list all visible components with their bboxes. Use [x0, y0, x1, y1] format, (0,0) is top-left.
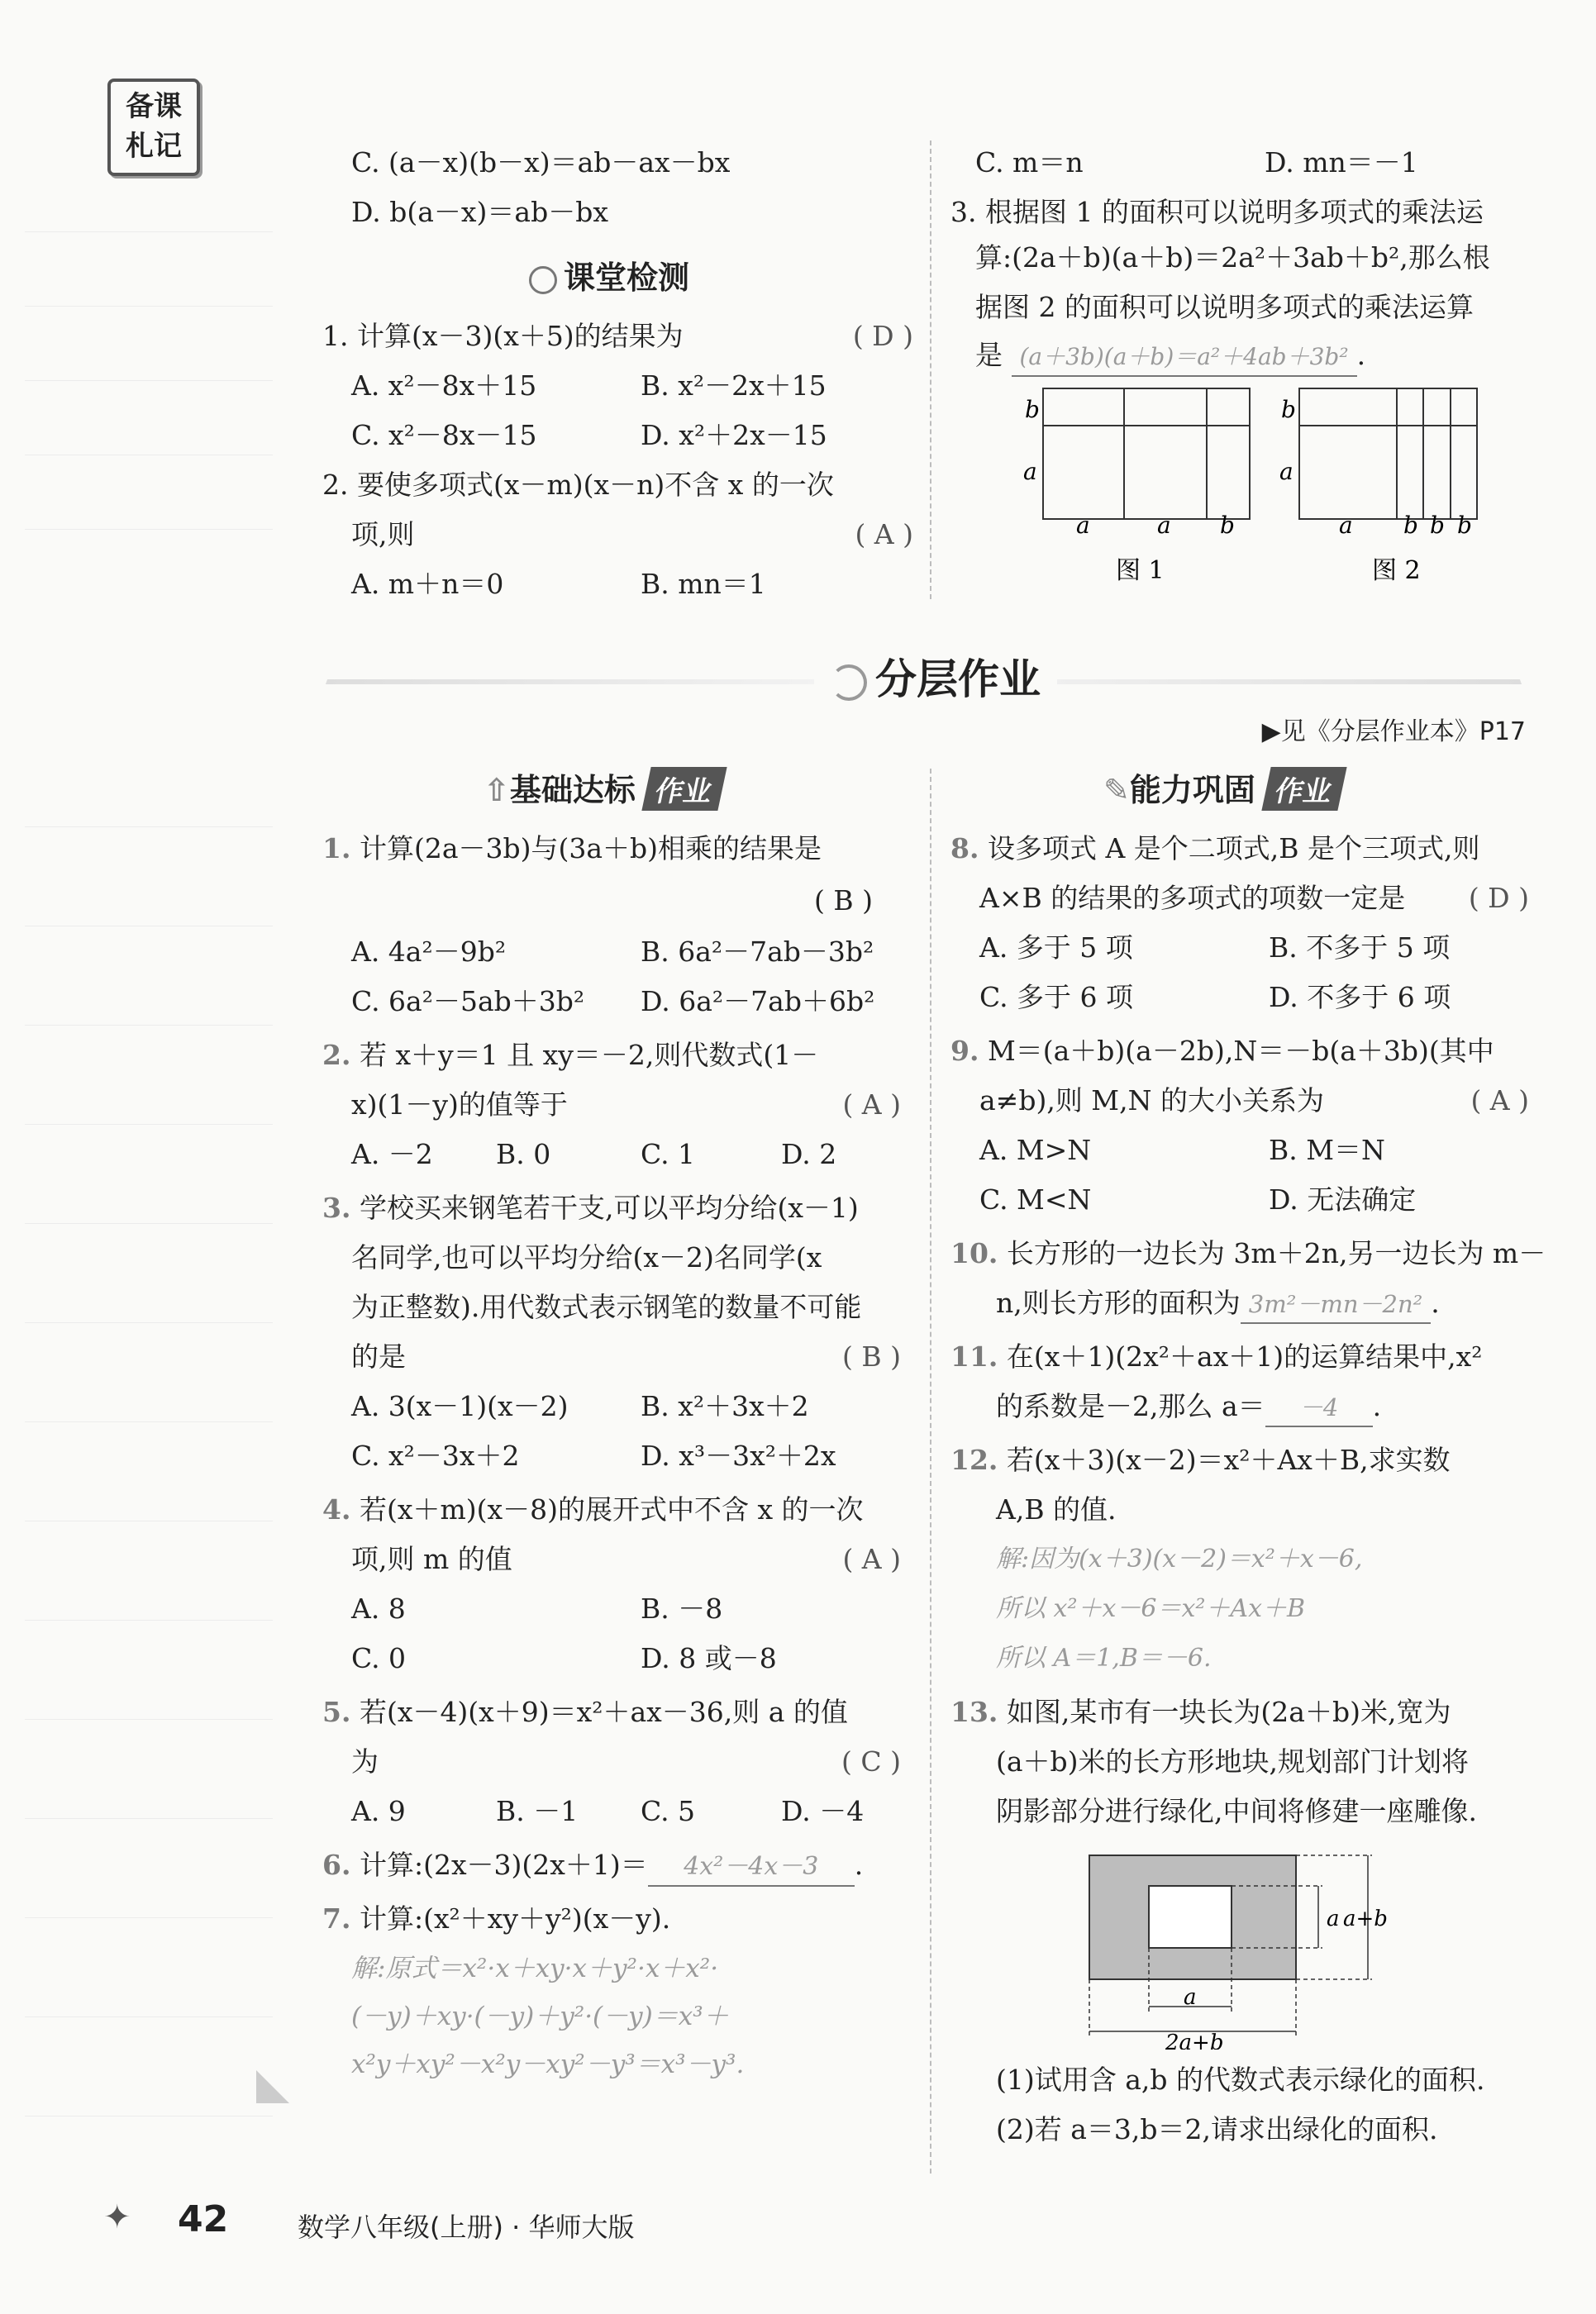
- ability-q13-sub1: (1)试用含 a,b 的代数式表示绿化的面积.: [996, 2064, 1485, 2096]
- top-option-d: D. b(a－x)＝ab－bx: [351, 196, 608, 228]
- ability-q12-num: 12.: [950, 1444, 998, 1476]
- basic-q3-c: C. x²－3x＋2: [351, 1440, 520, 1472]
- basic-q3-line4-text: 的是: [351, 1340, 406, 1373]
- check-q2-answer: ( A ): [855, 518, 913, 550]
- basic-q1-a: A. 4a²－9b²: [351, 936, 507, 968]
- basic-q2-line2: [351, 1087, 901, 1123]
- ability-q9-a: A. M>N: [979, 1134, 1092, 1166]
- corner-decoration: [256, 2070, 289, 2103]
- basic-q4-c: C. 0: [351, 1642, 407, 1674]
- basic-q5-d: D. －4: [781, 1795, 865, 1827]
- basic-q4-answer: ( A ): [842, 1543, 901, 1575]
- homework-ref: [1262, 711, 1526, 747]
- ability-q8-a: A. 多于 5 项: [979, 931, 1133, 964]
- fig2-caption: 图 2: [1372, 556, 1421, 585]
- ability-q12-sol1: 解:因为(x＋3)(x－2)＝x²＋x－6,: [996, 1545, 1363, 1574]
- check-q2-b: B. mn＝1: [641, 568, 766, 600]
- ability-q8-line1-text: 设多项式 A 是个二项式,B 是个三项式,则: [987, 832, 1480, 864]
- arrow-up-icon: ⇧: [484, 772, 510, 808]
- ability-q8-num: 8.: [950, 832, 979, 864]
- basic-q2-line2-text: x)(1－y)的值等于: [351, 1088, 568, 1121]
- basic-q2-c: C. 1: [641, 1138, 696, 1170]
- check-q1-c: C. x²－8x－15: [351, 419, 537, 451]
- basic-q2-b: B. 0: [496, 1138, 551, 1170]
- basic-q3-num: 3.: [322, 1192, 351, 1224]
- basic-q7-sol3: x²y＋xy²－x²y－xy²－y³＝x³－y³.: [351, 2050, 745, 2079]
- fig1-bottom-a1: a: [1076, 512, 1090, 539]
- basic-q4-d: D. 8 或－8: [641, 1642, 777, 1674]
- check-q3-suffix: .: [1356, 339, 1366, 371]
- ability-q10-blank: 3m²－mn－2n²: [1241, 1286, 1432, 1324]
- basic-q3-line1-text: 学校买来钢笔若干支,可以平均分给(x－1): [359, 1192, 859, 1224]
- basic-q4-line1: [322, 1492, 864, 1528]
- basic-q3-line2: 名同学,也可以平均分给(x－2)名同学(x: [351, 1241, 822, 1274]
- basic-q4-line1-text: 若(x＋m)(x－8)的展开式中不含 x 的一次: [359, 1493, 864, 1526]
- fig1-bottom-a2: a: [1157, 512, 1171, 539]
- check-q2-line2-text: 项,则: [351, 518, 415, 550]
- homework-ref-text: 见《分层作业本》P17: [1280, 717, 1526, 746]
- basic-q5-line1-text: 若(x－4)(x＋9)＝x²＋ax－36,则 a 的值: [359, 1696, 848, 1728]
- basic-q7: [322, 1901, 670, 1937]
- basic-q6-blank: 4x²－4x－3: [648, 1849, 855, 1887]
- basic-q3-line4: [351, 1339, 901, 1375]
- margin-note-line1: 备课: [126, 90, 182, 123]
- ability-q9-d: D. 无法确定: [1269, 1183, 1417, 1216]
- basic-q3-d: D. x³－3x²＋2x: [641, 1440, 836, 1472]
- ability-tag: 作业: [1261, 767, 1346, 811]
- basic-q3-b: B. x²＋3x＋2: [641, 1390, 809, 1422]
- ability-q13-num: 13.: [950, 1696, 998, 1728]
- ability-q11-line1-text: 在(x＋1)(2x²＋ax＋1)的运算结果中,x²: [1006, 1340, 1483, 1373]
- fig2-left-a: a: [1279, 458, 1293, 485]
- basic-q5-line2-text: 为: [351, 1745, 379, 1778]
- basic-q5-a: A. 9: [351, 1795, 406, 1827]
- ability-q9-c: C. M<N: [979, 1183, 1092, 1216]
- q13-label-a: a: [1327, 1907, 1340, 1931]
- basic-q1-d: D. 6a²－7ab＋6b²: [641, 985, 875, 1017]
- fig2-bottom-a: a: [1339, 512, 1353, 539]
- basic-q4-a: A. 8: [351, 1593, 406, 1625]
- check-q2-line1: 2. 要使多项式(x－m)(x－n)不含 x 的一次: [322, 469, 834, 501]
- check-q1-text: 1. 计算(x－3)(x＋5)的结果为: [322, 320, 684, 352]
- basic-q1: [322, 831, 822, 867]
- ability-q11-blank: －4: [1265, 1389, 1373, 1427]
- ability-section-title: [1103, 764, 1342, 811]
- fig1-bottom-b: b: [1220, 512, 1235, 539]
- basic-q2-line1-text: 若 x＋y＝1 且 xy＝－2,则代数式(1－: [359, 1039, 819, 1071]
- ability-q10-num: 10.: [950, 1237, 998, 1269]
- top-option-c: C. (a－x)(b－x)＝ab－ax－bx: [351, 146, 731, 179]
- homework-title: [814, 646, 1057, 706]
- check-q3-line1: 3. 根据图 1 的面积可以说明多项式的乘法运: [950, 196, 1484, 228]
- homework-rule-left: [326, 679, 823, 684]
- ability-q9-line1: [950, 1033, 1494, 1069]
- ability-q13-sub2: (2)若 a＝3,b＝2,请求出绿化的面积.: [996, 2113, 1438, 2145]
- fig2-bottom-b2: b: [1430, 512, 1445, 539]
- ability-q12-line1-text: 若(x＋3)(x－2)＝x²＋Ax＋B,求实数: [1006, 1444, 1451, 1476]
- basic-q7-num: 7.: [322, 1902, 351, 1935]
- figure-1-2: [1008, 380, 1504, 603]
- basic-q2-d: D. 2: [781, 1138, 837, 1170]
- basic-title-text: 基础达标: [509, 772, 636, 808]
- figure-1: [1043, 388, 1250, 519]
- ability-q10-suffix: .: [1431, 1287, 1440, 1319]
- fig1-left-b: b: [1025, 396, 1040, 423]
- ability-q13-line2: (a＋b)米的长方形地块,规划部门计划将: [996, 1745, 1470, 1778]
- basic-tag: 作业: [641, 767, 727, 811]
- basic-q5-line2: [351, 1744, 901, 1780]
- basic-q5-answer: ( C ): [841, 1745, 901, 1778]
- fig2-left-b: b: [1281, 396, 1296, 423]
- ability-q11-suffix: .: [1372, 1390, 1382, 1422]
- fig2-bottom-b1: b: [1403, 512, 1418, 539]
- homework-swirl-icon: [831, 664, 867, 701]
- column-divider-top: [930, 140, 931, 599]
- basic-q2-answer: ( A ): [842, 1088, 901, 1121]
- check-q3-prefix: 是: [975, 339, 1003, 371]
- check-q1-a: A. x²－8x＋15: [351, 369, 537, 402]
- basic-q7-sol2: (－y)＋xy·(－y)＋y²·(－y)＝x³＋: [351, 2002, 729, 2031]
- footer-book-title: 数学八年级(上册) · 华师大版: [298, 2212, 635, 2243]
- basic-q3-line1: [322, 1190, 859, 1226]
- ability-q10-line1: [950, 1236, 1546, 1272]
- basic-q5-line1: [322, 1694, 848, 1731]
- ability-q8-line2-text: A×B 的结果的多项式的项数一定是: [979, 882, 1406, 914]
- ability-q11-prefix: 的系数是－2,那么 a＝: [996, 1390, 1265, 1422]
- fig2-bottom-b3: b: [1457, 512, 1472, 539]
- basic-q4-line2: [351, 1541, 901, 1578]
- check-icon: [529, 266, 557, 294]
- check-q2-d: D. mn＝－1: [1265, 146, 1418, 179]
- ability-q8-b: B. 不多于 5 项: [1269, 931, 1451, 964]
- basic-q5-c: C. 5: [641, 1795, 696, 1827]
- basic-q1-answer: ( B ): [814, 884, 873, 917]
- check-q3-line2: 算:(2a＋b)(a＋b)＝2a²＋3ab＋b²,那么根: [975, 241, 1490, 274]
- ability-q9-answer: ( A ): [1470, 1084, 1529, 1117]
- check-q2-c: C. m＝n: [975, 146, 1084, 179]
- basic-q6-num: 6.: [322, 1849, 351, 1881]
- ability-q10-line1-text: 长方形的一边长为 3m＋2n,另一边长为 m－: [1006, 1237, 1546, 1269]
- homework-title-text: 分层作业: [875, 655, 1041, 703]
- ability-q11-num: 11.: [950, 1340, 998, 1373]
- pencil-icon: ✎: [1103, 772, 1130, 808]
- basic-q2-num: 2.: [322, 1039, 351, 1071]
- ability-q9-line2: [979, 1083, 1529, 1119]
- check-q3-blank: (a＋3b)(a＋b)＝a²＋4ab＋3b²: [1012, 339, 1357, 377]
- ability-q8-line1: [950, 831, 1479, 867]
- ability-q9-line2-text: a≠b),则 M,N 的大小关系为: [979, 1084, 1324, 1117]
- basic-q3-answer: ( B ): [842, 1340, 901, 1373]
- basic-q5-num: 5.: [322, 1696, 351, 1728]
- basic-q7-text: 计算:(x²＋xy＋y²)(x－y).: [359, 1902, 671, 1935]
- footer-star-icon: ✦: [103, 2198, 131, 2236]
- check-q3-line4: [975, 337, 1365, 377]
- q13-label-bottom-a: a: [1184, 1985, 1197, 2010]
- ability-q10-prefix: n,则长方形的面积为: [996, 1287, 1241, 1319]
- ability-q13-line1-text: 如图,某市有一块长为(2a＋b)米,宽为: [1006, 1696, 1451, 1728]
- q13-label-ab: a+b: [1343, 1907, 1388, 1931]
- check-q2-a: A. m＋n＝0: [351, 568, 504, 600]
- basic-q4-b: B. －8: [641, 1593, 723, 1625]
- check-q2-line2: [351, 517, 913, 553]
- ability-q13-line1: [950, 1694, 1451, 1731]
- basic-q3-a: A. 3(x－1)(x－2): [351, 1390, 569, 1422]
- basic-q6: [322, 1847, 863, 1887]
- ability-title-text: 能力巩固: [1129, 772, 1255, 808]
- ability-q9-num: 9.: [950, 1035, 979, 1067]
- fig1-left-a: a: [1023, 458, 1037, 485]
- check-q1-answer: ( D ): [852, 320, 913, 352]
- basic-q4-num: 4.: [322, 1493, 351, 1526]
- ability-q8-answer: ( D ): [1468, 882, 1529, 914]
- ability-q12-sol3: 所以 A＝1,B＝－6.: [996, 1644, 1212, 1673]
- ability-q8-d: D. 不多于 6 项: [1269, 981, 1451, 1013]
- ability-q9-b: B. M＝N: [1269, 1134, 1385, 1166]
- basic-q1-text: 计算(2a－3b)与(3a＋b)相乘的结果是: [359, 832, 822, 864]
- margin-note-line2: 札记: [126, 130, 182, 163]
- ability-q12-sol2: 所以 x²＋x－6＝x²＋Ax＋B: [996, 1594, 1306, 1623]
- classroom-check-title: [529, 252, 689, 298]
- ability-q11-line1: [950, 1339, 1482, 1375]
- ability-q12-line2: A,B 的值.: [996, 1493, 1117, 1526]
- ability-q11-line2: [996, 1388, 1381, 1427]
- column-divider-bottom: [930, 769, 931, 2174]
- basic-q6-suffix: .: [854, 1849, 864, 1881]
- basic-section-title: [484, 764, 722, 811]
- ability-q8-c: C. 多于 6 项: [979, 981, 1134, 1013]
- ability-q12-line1: [950, 1442, 1451, 1478]
- check-q3-line3: 据图 2 的面积可以说明多项式的乘法运算: [975, 291, 1474, 323]
- margin-note-box: [107, 79, 200, 176]
- basic-q7-sol1: 解:原式＝x²·x＋xy·x＋y²·x＋x²·: [351, 1954, 719, 1983]
- classroom-check-title-text: 课堂检测: [564, 259, 690, 296]
- q13-label-2ab: 2a+b: [1165, 2031, 1224, 2050]
- ability-q10-line2: [996, 1285, 1440, 1324]
- figure-2: [1299, 388, 1477, 519]
- footer-page-number: 42: [178, 2198, 229, 2240]
- fig1-rect: [1043, 388, 1250, 519]
- ability-q13-line3: 阴影部分进行绿化,中间将修建一座雕像.: [996, 1795, 1477, 1827]
- basic-q6-text: 计算:(2x－3)(2x＋1)＝: [359, 1849, 648, 1881]
- basic-q4-line2-text: 项,则 m 的值: [351, 1543, 512, 1575]
- figure-q13: [1074, 1843, 1405, 2050]
- q13-statue-area: [1149, 1886, 1232, 1948]
- ability-q8-line2: [979, 880, 1529, 917]
- basic-q5-b: B. －1: [496, 1795, 579, 1827]
- ability-q9-line1-text: M＝(a＋b)(a－2b),N＝－b(a＋3b)(其中: [987, 1035, 1494, 1067]
- fig1-caption: 图 1: [1116, 556, 1165, 585]
- basic-q1-c: C. 6a²－5ab＋3b²: [351, 985, 585, 1017]
- check-q1-b: B. x²－2x＋15: [641, 369, 827, 402]
- basic-q1-num: 1.: [322, 832, 351, 864]
- basic-q1-b: B. 6a²－7ab－3b²: [641, 936, 874, 968]
- check-q1-d: D. x²＋2x－15: [641, 419, 827, 451]
- basic-q2-a: A. －2: [351, 1138, 433, 1170]
- basic-q3-line3: 为正整数).用代数式表示钢笔的数量不可能: [351, 1291, 862, 1323]
- check-q1: [322, 318, 913, 355]
- basic-q2-line1: [322, 1037, 818, 1074]
- triangle-icon: ▶: [1261, 717, 1281, 746]
